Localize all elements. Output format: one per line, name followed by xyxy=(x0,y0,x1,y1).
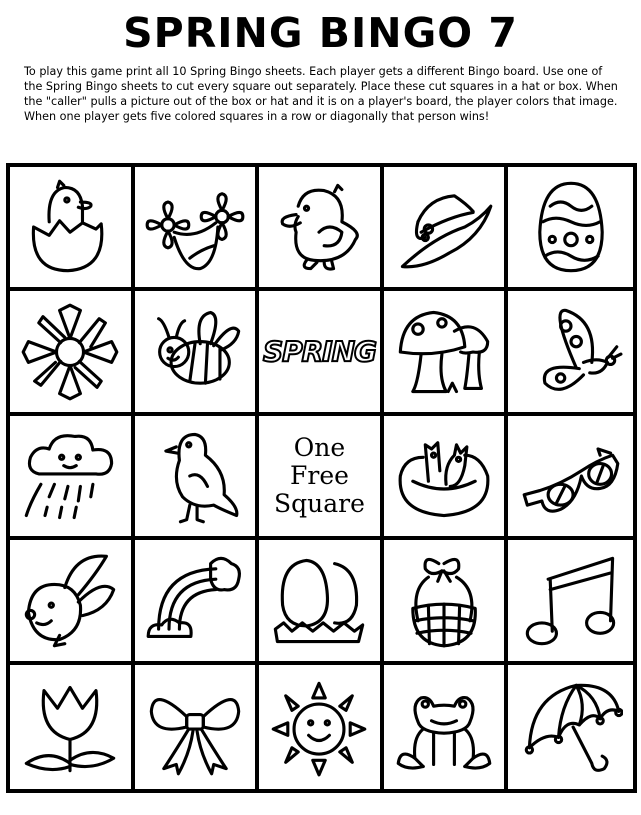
bingo-cell-chick-in-egg[interactable] xyxy=(10,167,135,291)
bingo-cell-free-square[interactable] xyxy=(259,416,384,540)
flower-garland-icon xyxy=(143,175,247,279)
easter-basket-icon xyxy=(392,548,496,652)
bingo-cell-sun-hat[interactable] xyxy=(384,167,509,291)
bingo-cell-bunny[interactable] xyxy=(10,540,135,664)
bow-icon xyxy=(143,675,247,779)
sun-icon xyxy=(267,675,371,779)
bingo-cell-rainbow[interactable] xyxy=(135,540,260,664)
spring-word-art: SPRING xyxy=(262,335,377,369)
bingo-cell-music-note[interactable] xyxy=(508,540,633,664)
bingo-cell-daisy[interactable] xyxy=(10,291,135,415)
bingo-cell-easter-basket[interactable] xyxy=(384,540,509,664)
bingo-cell-tulip[interactable] xyxy=(10,665,135,789)
bingo-cell-mushrooms[interactable] xyxy=(384,291,509,415)
mushrooms-icon xyxy=(392,300,496,404)
bingo-cell-sunglasses[interactable] xyxy=(508,416,633,540)
bird-icon xyxy=(143,424,247,528)
rain-cloud-icon xyxy=(18,424,122,528)
rainbow-icon xyxy=(143,548,247,652)
bumblebee-icon xyxy=(143,300,247,404)
free-square-text: One Free Square xyxy=(274,432,365,518)
bingo-cell-baby-chick[interactable] xyxy=(259,167,384,291)
daisy-icon xyxy=(18,300,122,404)
tulip-icon xyxy=(18,675,122,779)
bingo-cell-flower-garland[interactable] xyxy=(135,167,260,291)
sun-hat-icon xyxy=(392,175,496,279)
bingo-cell-bumblebee[interactable] xyxy=(135,291,260,415)
bingo-cell-bow[interactable] xyxy=(135,665,260,789)
bingo-cell-spring-word[interactable] xyxy=(259,291,384,415)
bunny-icon xyxy=(18,548,122,652)
page-title: SPRING BINGO 7 xyxy=(123,9,518,57)
instructions-text: To play this game print all 10 Spring Bingo sheets. Each player gets a different Bingo board. Use one of the Spring Bingo sheets to cut every square out separately. Place these cut squares in a hat or box. When the "caller" pulls a picture out of the box or hat and it is on a player's board, the player colors that image. When one player gets five colored squares in a row or diagonally that person wins! xyxy=(24,65,618,123)
bingo-cell-bird[interactable] xyxy=(135,416,260,540)
chick-in-egg-icon xyxy=(18,175,122,279)
sunglasses-icon xyxy=(519,424,623,528)
frog-icon xyxy=(392,675,496,779)
bingo-cell-butterfly[interactable] xyxy=(508,291,633,415)
umbrella-icon xyxy=(519,675,623,779)
music-note-icon xyxy=(519,548,623,652)
bird-nest-icon xyxy=(392,424,496,528)
bingo-cell-umbrella[interactable] xyxy=(508,665,633,789)
bingo-cell-sun[interactable] xyxy=(259,665,384,789)
baby-chick-icon xyxy=(267,175,371,279)
bingo-cell-rain-cloud[interactable] xyxy=(10,416,135,540)
bingo-cell-frog[interactable] xyxy=(384,665,509,789)
bingo-board xyxy=(6,163,637,793)
butterfly-icon xyxy=(519,300,623,404)
easter-egg-icon xyxy=(519,175,623,279)
bingo-cell-easter-egg[interactable] xyxy=(508,167,633,291)
bingo-cell-eggs-in-nest[interactable] xyxy=(259,540,384,664)
bingo-cell-bird-nest[interactable] xyxy=(384,416,509,540)
eggs-in-nest-icon xyxy=(267,548,371,652)
